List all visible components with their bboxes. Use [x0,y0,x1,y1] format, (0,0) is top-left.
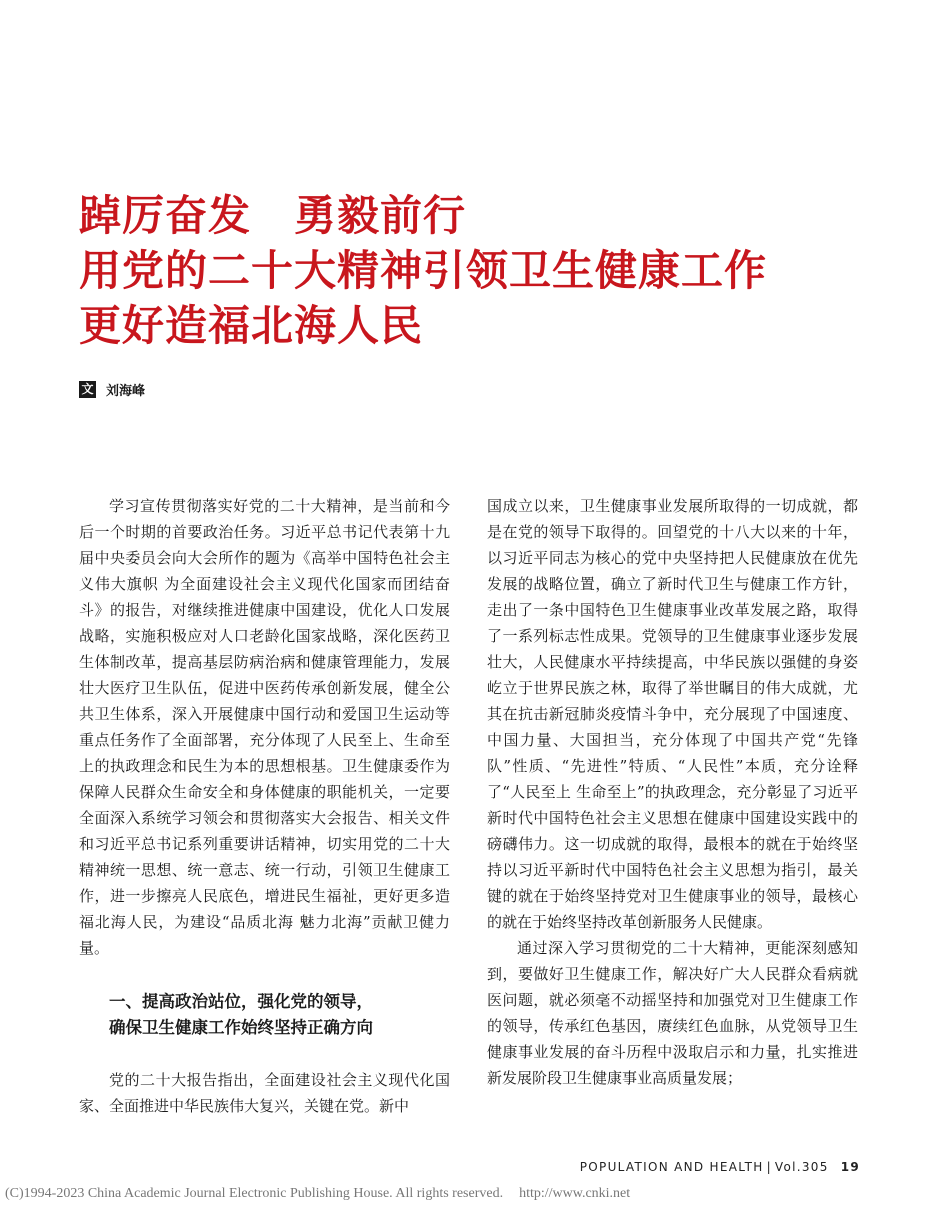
page-number: 19 [840,1160,860,1174]
intro-paragraph: 学习宣传贯彻落实好党的二十大精神，是当前和今后一个时期的首要政治任务。习近平总书记代表第十九届中央委员会向大会所作的题为《高举中国特色社会主义伟大旗帜 为全面建设社会主义现代化国家而团结奋斗》的报告，对继续推进健康中国建设，优化人口发展战略，实施积极应对人口老龄化国家战略，深化医药卫生体制改革，提高基层防病治病和健康管理能力，发展壮大医疗卫生队伍，促进中医药传承创新发展，健全公共卫生体系，深入开展健康中国行动和爱国卫生运动等重点任务作了全面部署，充分体现了人民至上、生命至上的执政理念和民生为本的思想根基。卫生健康委作为保障人民群众生命安全和身体健康的职能机关，一定要全面深入系统学习领会和贯彻落实大会报告、相关文件和习近平总书记系列重要讲话精神，切实用党的二十大精神统一思想、统一意志、统一行动，引领卫生健康工作，进一步擦亮人民底色，增进民生福祉，更好更多造福北海人民，为建设“品质北海 魅力北海”贡献卫健力量。 [79,497,450,957]
section-1-paragraph-2: 通过深入学习贯彻党的二十大精神，更能深刻感知到，要做好卫生健康工作，解决好广大人民群众看病就医问题，就必须毫不动摇坚持和加强党对卫生健康工作的领导，传承红色基因，赓续红色血脉，从党领导卫生健康事业发展的奋斗历程中汲取启示和力量，扎实推进新发展阶段卫生健康事业高质量发展； [487,939,858,1087]
journal-name: POPULATION AND HEALTH [579,1160,764,1174]
author-name: 刘海峰 [106,384,146,399]
section-1-heading [79,989,450,1041]
article-title [79,188,899,353]
page-footer [580,1160,860,1174]
byline-label: 文 [79,381,96,398]
copyright-notice [5,1186,630,1202]
footer-separator: | [766,1160,772,1174]
byline [79,380,145,399]
section-1-heading-line-1: 一、提高政治站位，强化党的领导， [109,992,373,1011]
volume-number: Vol.305 [774,1160,829,1174]
section-1-heading-line-2: 确保卫生健康工作始终坚持正确方向 [109,1018,373,1037]
title-line-2: 用党的二十大精神引领卫生健康工作 [79,246,768,295]
title-line-3: 更好造福北海人民 [79,301,424,350]
section-1-paragraph-1-continued: 国成立以来，卫生健康事业发展所取得的一切成就，都是在党的领导下取得的。回望党的十八大以来的十年，以习近平同志为核心的党中央坚持把人民健康放在优先发展的战略位置，确立了新时代卫生与健康工作方针，走出了一条中国特色卫生健康事业改革发展之路，取得了一系列标志性成果。党领导的卫生健康事业逐步发展壮大，人民健康水平持续提高，中华民族以强健的身姿屹立于世界民族之林，取得了举世瞩目的伟大成就，尤其在抗击新冠肺炎疫情斗争中，充分展现了中国速度、中国力量、大国担当，充分体现了中国共产党“先锋队”性质、“先进性”特质、“人民性”本质，充分诠释了“人民至上 生命至上”的执政理念，充分彰显了习近平新时代中国特色社会主义思想在健康中国建设实践中的磅礴伟力。这一切成就的取得，最根本的就在于始终坚持以习近平新时代中国特色社会主义思想为指引，最关键的就在于始终坚持党对卫生健康事业的领导，最核心的就在于始终坚持改革创新服务人民健康。 [487,497,858,931]
copyright-url: http://www.cnki.net [519,1186,631,1201]
section-1-paragraph-1-start: 党的二十大报告指出，全面建设社会主义现代化国家、全面推进中华民族伟大复兴，关键在党。新中 [79,1071,450,1115]
left-column [79,493,450,1119]
title-line-1: 踔厉奋发 勇毅前行 [79,191,467,240]
copyright-text: (C)1994-2023 China Academic Journal Electronic Publishing House. All rights reserved. [5,1186,504,1201]
right-column [487,493,858,1091]
